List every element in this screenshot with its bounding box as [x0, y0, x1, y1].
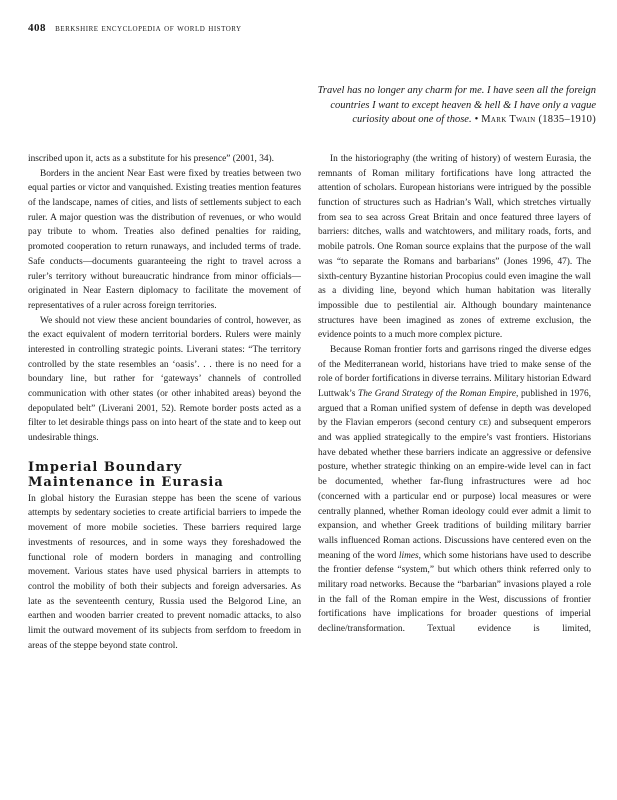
latin-term: limes	[398, 550, 419, 561]
epigraph-quote-line-2: countries I want to except heaven & hell & I have only a vague	[330, 99, 596, 111]
paragraph: In the historiography (the writing of history) of western Eurasia, the remnants of Roman military fortifications have long attracted the attention of scholars. European historians were intrigued by the possible function of structures such as Hadrian’s Wall, which stretches virtually from sea to sea across Great Britain and once featured three layers of barriers: ditches, walls and watchtowers, and military roads, forts, and mobile patrols. One Roman source explains that the purpose of the wall was “to separate the Romans and barbarians” (Jones 1996, 47). The sixth-century Byzantine historian Procopius could even imagine the wall as a dividing line, beyond which human habitation was literally impossible due to pestilential air. Although boundary maintenance structures have been imagined as zones of extreme exclusion, the evidence points to a much more complex picture.	[318, 154, 591, 341]
left-column	[28, 152, 301, 653]
epigraph-bullet: •	[474, 114, 479, 125]
paragraph-text: ) and subsequent emperors and was applied strategically to the empire’s vast frontiers. Historians have debated whether these barriers indicate an aggressive or defensive posture, whether strategic thinking on an empire-wide level can in fact be documented, whether far-flung infrastructures were ad hoc (concerned with a particular end or purpose) local measures or were centrally planned, whether Roman ideology could ever admit a limit to expansion, and whether Greek traditions of building military barrier walls influenced Roman actions. Discussions have centered even on the meaning of the word	[318, 418, 591, 561]
paragraph: In global history the Eurasian steppe has been the scene of various attempts by sedentary societies to create artificial barriers to impede the movement of more mobile societies. These barriers required large investments of resources, and in some ways they foreshadowed the functional role of modern borders in managing and controlling movement. Various states have used physical barriers in attempts to control the mobility of both their subjects and foreign adversaries. As late as the seventeenth century, Russia used the Belgorod Line, an earthen and wooden barrier created to prevent nomadic attacks, to also limit the outward movement of its subjects from serfdom to freedom in areas of the steppe beyond state control.	[28, 493, 301, 651]
paragraph: Borders in the ancient Near East were fixed by treaties between two equal parties or victor and vanquished. Existing treaties mention features of the landscape, names of cities, and lists of settlements subject to each ruler. A major question was the distribution of revenues, or who would pay tribute to whom. Treaties also defined penalties for raiding, promoted cooperation to return runaways, and included terms of trade. Safe conducts—documents guaranteeing the right to travel across a ruler’s territory without bureaucratic hindrance from minor officials—originated in Near Eastern diplomacy to facilitate the movement of representatives of a ruler across foreign territories.	[28, 168, 301, 311]
section-heading-line-2: Maintenance in Eurasia	[28, 474, 224, 490]
epigraph	[230, 84, 596, 128]
paragraph	[318, 343, 591, 637]
paragraph-text: , published in 1976, argued that a Roman unified system of defense in depth was developed by the Flavian emperors (second century	[318, 389, 591, 429]
book-title: The Grand Strategy of the Roman Empire	[358, 389, 516, 399]
paragraph-text: , which some historians have used to describe the frontier defense “system,” but which others think referred only to military road networks. Because the “barbarian” invasions played a role in the fall of the Roman empire in the West, discussions of frontier fortifications have implications for broader questions of imperial decline/transformation. Textual evidence is limited,	[318, 550, 592, 634]
paragraph-text: Because Roman frontier forts and garrisons ringed the diverse edges of the Mediterranean world, historians have tried to make sense of the role of border fortifications in diverse terrains. Military historian Edward Luttwak’s	[318, 344, 591, 399]
epigraph-quote-line-3	[230, 113, 596, 128]
running-head	[28, 22, 588, 36]
paragraph: We should not view these ancient boundaries of control, however, as the exact equivalent of modern territorial borders. Rulers were mainly interested in controlling strategic points. Liverani states: “The territory controlled by the state resembles an ‘oasis’. . . there is no need for a boundary line, but rather for ‘gateways’ channels of controlled communication with other states (or other inhabited areas) beyond the depopulated belt” (Liverani 2001, 52). Remote border posts acted as a filter to let desirable things pass on into heart of the state and to keep out undesirable things.	[28, 315, 301, 444]
page-number: 408	[28, 22, 46, 34]
epigraph-quote-text: curiosity about one of those.	[352, 114, 472, 125]
era-abbreviation: ce	[478, 418, 488, 429]
epigraph-attribution: Mark Twain (1835–1910)	[481, 114, 596, 125]
right-column	[318, 152, 591, 637]
section-heading	[28, 460, 301, 490]
paragraph: inscribed upon it, acts as a substitute for his presence” (2001, 34).	[28, 154, 274, 164]
epigraph-quote-line-1: Travel has no longer any charm for me. I have seen all the foreign	[317, 85, 596, 96]
running-head-title: berkshire encyclopedia of world history	[55, 23, 242, 34]
section-heading-line-1: Imperial Boundary	[28, 459, 183, 475]
